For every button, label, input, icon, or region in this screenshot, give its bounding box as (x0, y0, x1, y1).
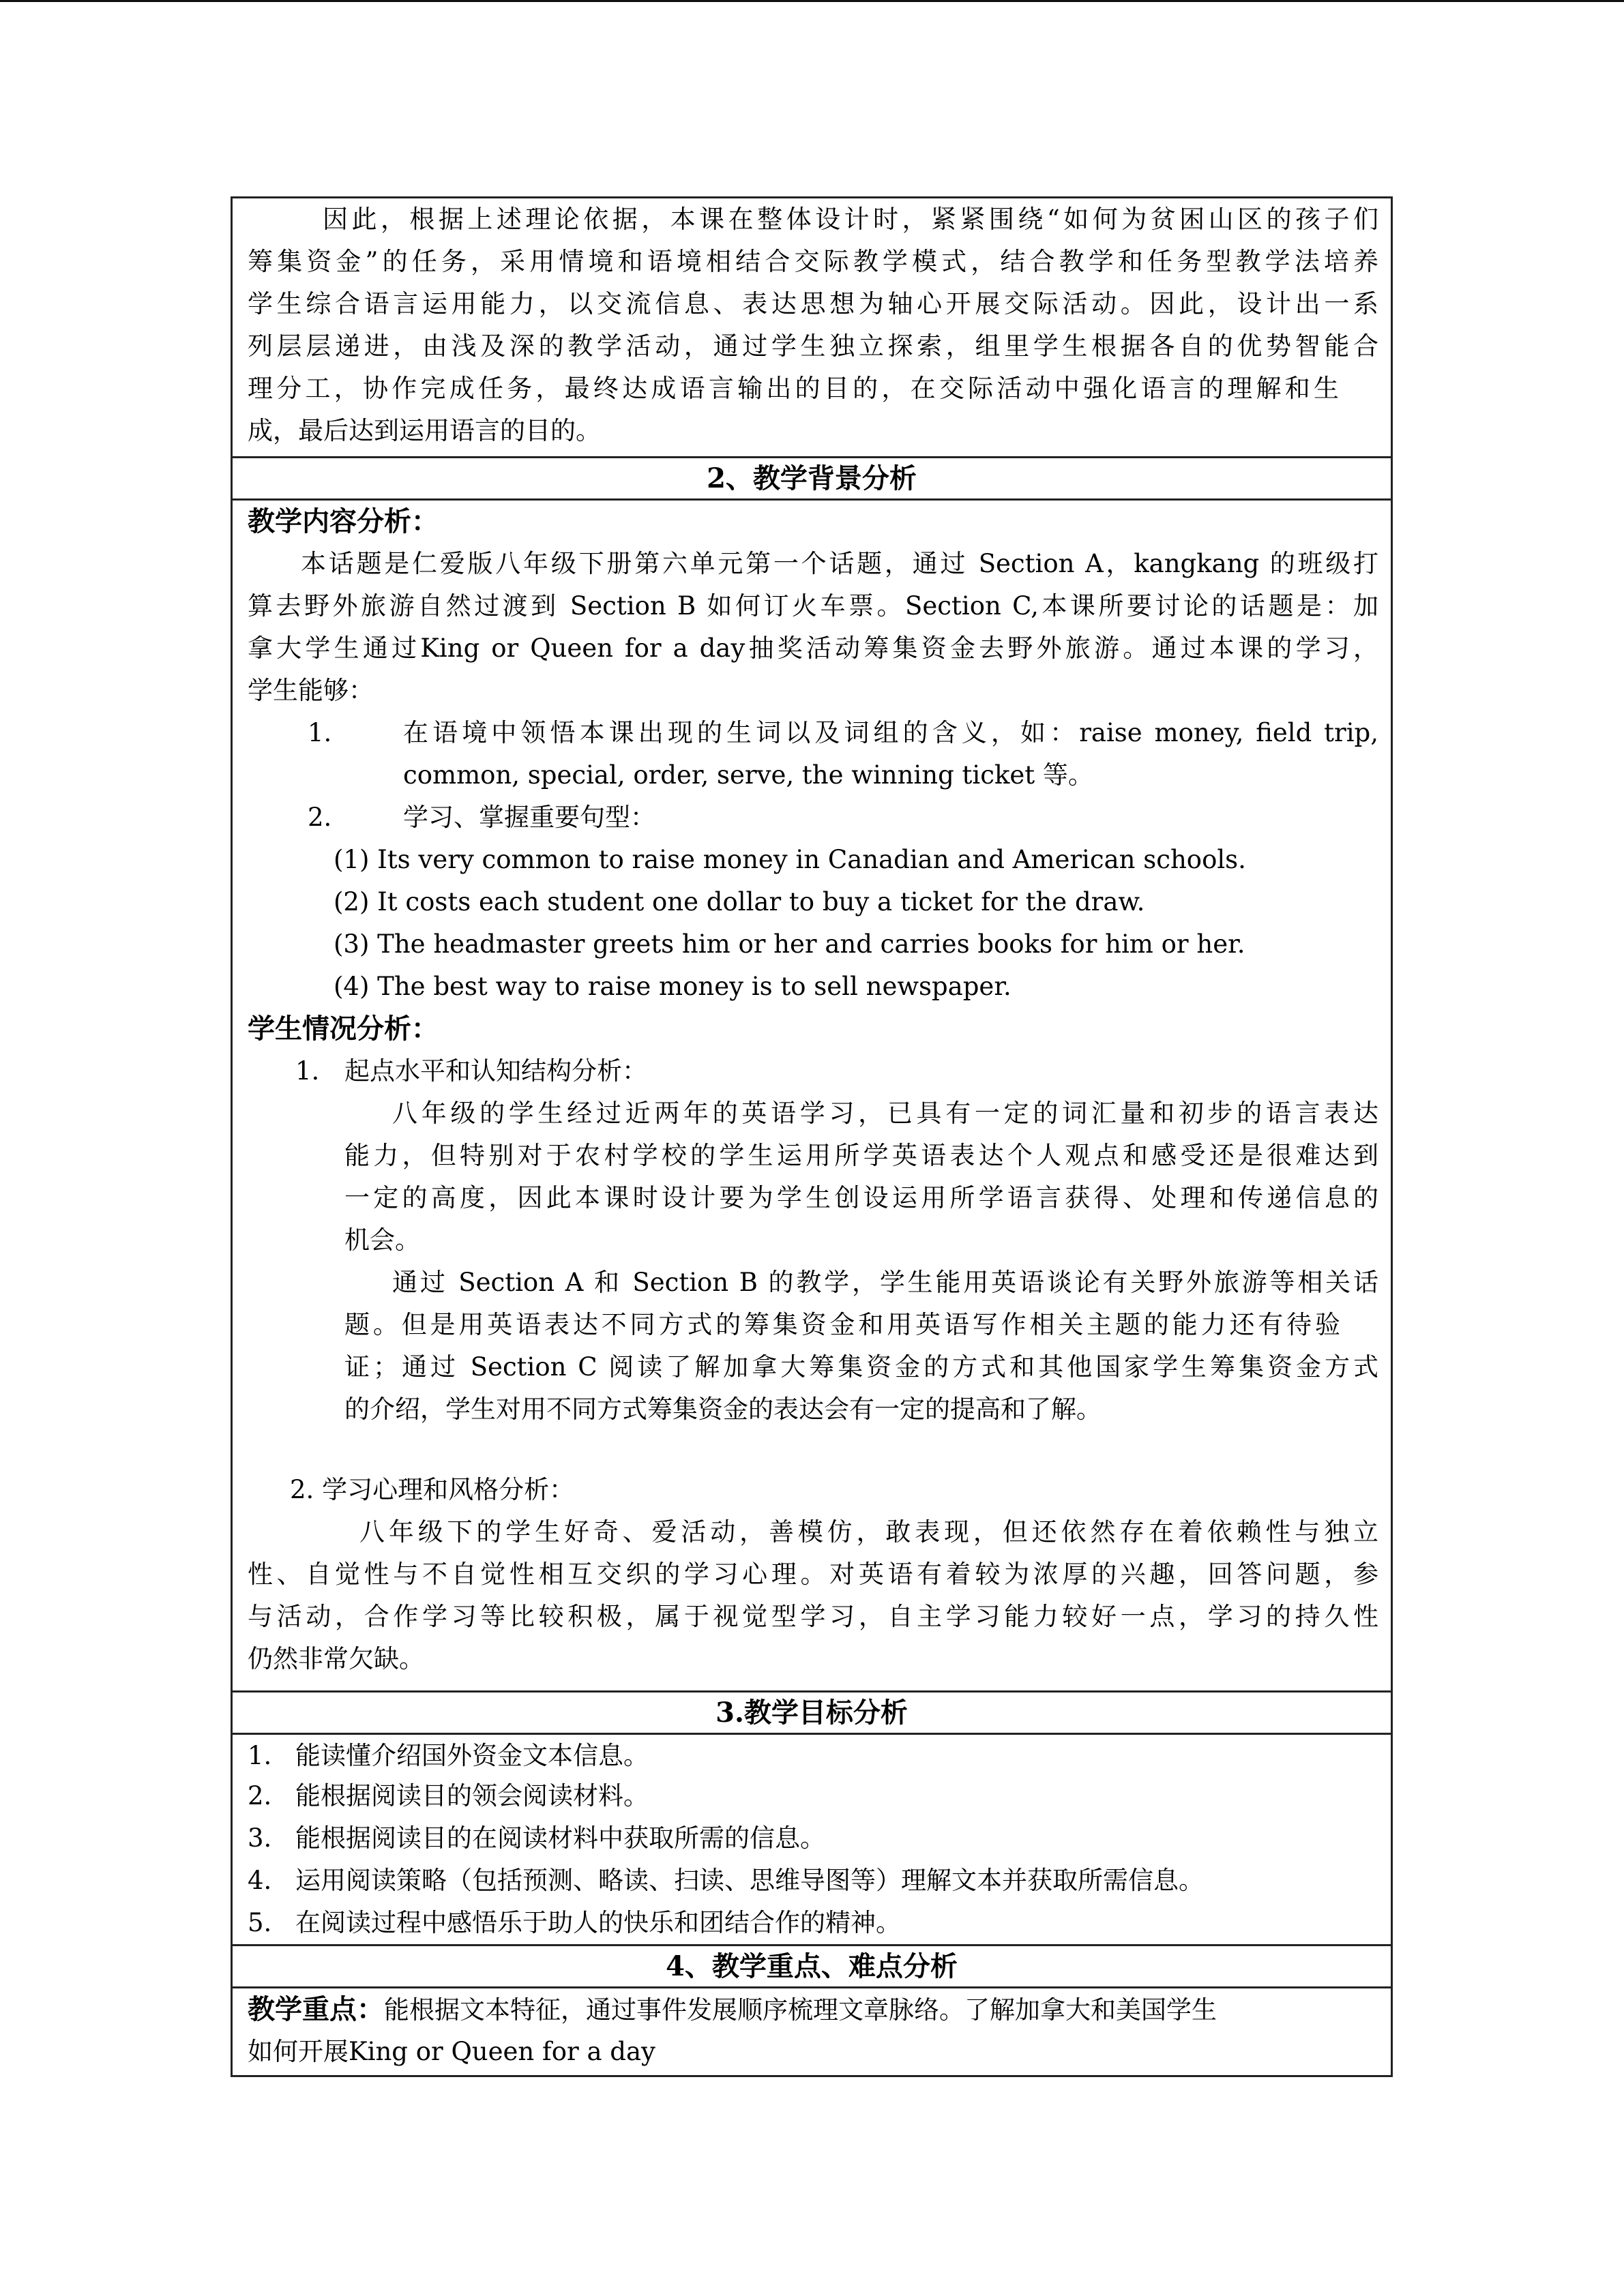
focus-label: 教学重点： (248, 1993, 384, 2025)
item-text: 运用阅读策略（包括预测、略读、扫读、思维导图等）理解文本并获取所需信息。 (295, 1866, 1204, 1895)
intro-line: 理分工，协作完成任务，最终达成语言输出的目的，在交际活动中强化语言的理解和生 (248, 374, 1339, 403)
goal1-line: 在语境中领悟本课出现的生词以及词组的含义，如：raise money, field trip, (403, 718, 1378, 747)
intro-line: 列层层递进，由浅及深的教学活动，通过学生独立探索，组里学生根据各自的优势智能合 (248, 331, 1378, 361)
section2-header: 2、教学背景分析 (233, 456, 1391, 498)
s1-title: 起点水平和认知结构分析： (344, 1056, 647, 1086)
item-text: 能根据阅读目的在阅读材料中获取所需的信息。 (295, 1823, 825, 1853)
s2-line: 性、自觉性与不自觉性相互交织的学习心理。对英语有着较为浓厚的兴趣，回答问题，参 (248, 1560, 1378, 1589)
section4-body (233, 1986, 1391, 2075)
section3-item (233, 1817, 1391, 1860)
key-sentence: (3) The headmaster greets him or her and carries books for him or her. (334, 929, 1245, 959)
s1-para1-line: 能力，但特别对于农村学校的学生运用所学英语表达个人观点和感受还是很难达到 (344, 1141, 1378, 1170)
s1-para2-line: 通过 Section A 和 Section B 的教学，学生能用英语谈论有关野外旅游等相关话 (392, 1268, 1378, 1297)
s1-para1-line: 一定的高度，因此本课时设计要为学生创设运用所学语言获得、处理和传递信息的 (344, 1183, 1378, 1212)
section3-item (233, 1733, 1391, 1775)
item-number: 5. (248, 1908, 272, 1937)
page-top-border (0, 0, 1624, 2)
key-sentence: (1) Its very common to raise money in Canadian and American schools. (334, 845, 1246, 874)
content-line: 本话题是仁爱版八年级下册第六单元第一个话题，通过 Section A，kangkang 的班级打 (301, 549, 1378, 578)
s1-para2-line: 的介绍，学生对用不同方式筹集资金的表达会有一定的提高和了解。 (344, 1395, 1102, 1424)
section4-header: 4、教学重点、难点分析 (233, 1944, 1391, 1986)
lesson-plan-table (231, 196, 1393, 2077)
focus-text: 能根据文本特征，通过事件发展顺序梳理文章脉络。了解加拿大和美国学生 (384, 1995, 1217, 2025)
section2-body (233, 498, 1391, 1887)
intro-line: 因此，根据上述理论依据，本课在整体设计时，紧紧围绕“如何为贫困山区的孩子们 (323, 205, 1378, 234)
item-number: 2. (248, 1781, 272, 1810)
section3-item (233, 1902, 1391, 1944)
section3-item (233, 1860, 1391, 1902)
s1-para1-line: 八年级的学生经过近两年的英语学习，已具有一定的词汇量和初步的语言表达 (392, 1099, 1378, 1128)
content-analysis-title: 教学内容分析： (248, 505, 439, 537)
intro-row (233, 198, 1391, 456)
key-sentence: (2) It costs each student one dollar to buy a ticket for the draw. (334, 887, 1145, 916)
s2-line: 仍然非常欠缺。 (248, 1644, 424, 1673)
focus-line-2: 如何开展King or Queen for a day (248, 2037, 655, 2066)
intro-line: 筹集资金”的任务，采用情境和语境相结合交际教学模式，结合教学和任务型教学法培养 (248, 247, 1378, 276)
content-line: 算去野外旅游自然过渡到 Section B 如何订火车票。Section C,本课所要讨论的话题是：加 (248, 591, 1378, 621)
s2-line: 八年级下的学生好奇、爱活动，善模仿，敢表现，但还依然存在着依赖性与独立 (359, 1517, 1378, 1547)
section3-header: 3.教学目标分析 (233, 1690, 1391, 1733)
goal2-number: 2. (308, 803, 332, 832)
intro-line: 学生综合语言运用能力，以交流信息、表达思想为轴心开展交际活动。因此，设计出一系 (248, 289, 1378, 318)
item-number: 4. (248, 1866, 272, 1895)
content-line: 学生能够： (248, 676, 374, 705)
s1-para1-line: 机会。 (344, 1225, 420, 1255)
item-text: 能读懂介绍国外资金文本信息。 (295, 1741, 649, 1770)
goal1-number: 1. (308, 718, 332, 747)
s2-line: 与活动，合作学习等比较积极，属于视觉型学习，自主学习能力较好一点，学习的持久性 (248, 1602, 1378, 1631)
content-line: 拿大学生通过King or Queen for a day抽奖活动筹集资金去野外旅游。通过本课的学习， (248, 633, 1378, 663)
s2-title: 2. 学习心理和风格分析： (290, 1475, 575, 1504)
focus-line (248, 1988, 1217, 2031)
s1-para2-line: 证；通过 Section C 阅读了解加拿大筹集资金的方式和其他国家学生筹集资金方式 (344, 1352, 1378, 1382)
goal1-line: common, special, order, serve, the winning ticket 等。 (403, 760, 1093, 790)
item-text: 在阅读过程中感悟乐于助人的快乐和团结合作的精神。 (295, 1908, 901, 1937)
student-analysis-title: 学生情况分析： (248, 1013, 439, 1045)
intro-line: 成，最后达到运用语言的目的。 (248, 416, 601, 445)
key-sentence: (4) The best way to raise money is to sell newspaper. (334, 972, 1012, 1001)
item-number: 3. (248, 1823, 272, 1853)
section3-item (233, 1775, 1391, 1817)
goal2-text: 学习、掌握重要句型： (403, 803, 655, 832)
item-number: 1. (248, 1741, 272, 1770)
s1-para2-line: 题。但是用英语表达不同方式的筹集资金和用英语写作相关主题的能力还有待验 (344, 1310, 1340, 1339)
item-text: 能根据阅读目的领会阅读材料。 (295, 1781, 649, 1810)
s1-number: 1. (295, 1056, 320, 1086)
